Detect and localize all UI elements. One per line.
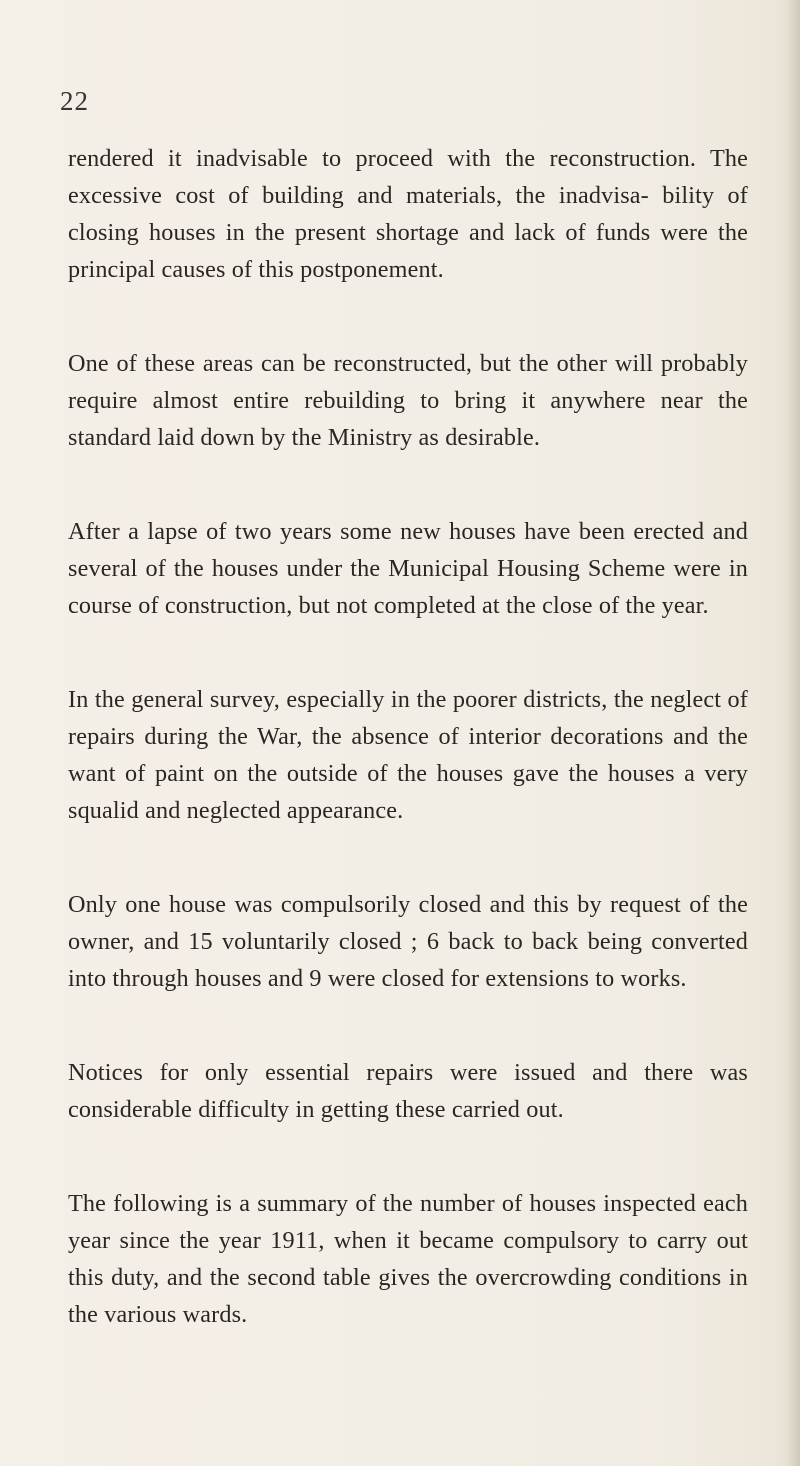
paragraph-new-houses: After a lapse of two years some new houses have been erected and several of the houses under the Municipal Housing Scheme were in course of construction, but not completed at the close of the year. [68,518,748,619]
paragraph-notices: Notices for only essential repairs were issued and there was considerable difficulty in getting these carried out. [68,1059,748,1123]
paragraph-reconstruction: rendered it inadvisable to proceed with the reconstruction. The excessive cost of building and materials, the inadvisa- bility of closing houses in the present shortage and lack of funds were the principal causes of this postponement. [68,145,748,283]
paragraph-general-survey: In the general survey, especially in the poorer districts, the neglect of repairs during the War, the absence of interior decorations and the want of paint on the outside of the houses gave the houses a very squalid and neglected appearance. [68,686,748,824]
body-text [68,140,748,1333]
paragraph-summary: The following is a summary of the number of houses inspected each year since the year 1911, when it became compulsory to carry out this duty, and the second table gives the overcrowding conditions in the various wards. [68,1190,748,1328]
page-number: 22 [60,86,89,116]
paragraph-areas: One of these areas can be reconstructed, but the other will probably require almost entire rebuilding to bring it anywhere near the standard laid down by the Ministry as desirable. [68,350,748,451]
page-edge-shadow [786,0,800,1466]
paragraph-closures: Only one house was compulsorily closed and this by request of the owner, and 15 voluntarily closed ; 6 back to back being converted into through houses and 9 were closed for extensions to works. [68,891,748,992]
